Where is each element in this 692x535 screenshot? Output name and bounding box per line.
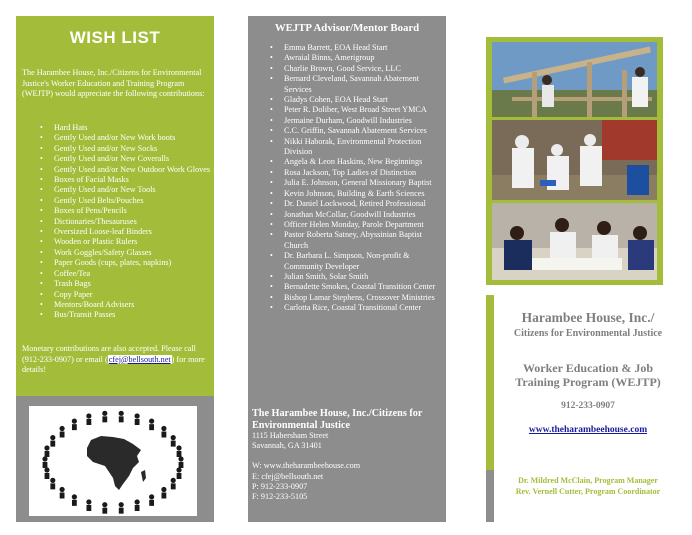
wish-list-item: • Gently Used and/or New Work boots: [54, 133, 212, 143]
ring-person-head: [60, 426, 65, 431]
contact-org-name: The Harambee House, Inc./Citizens for Environmental Justice: [252, 408, 423, 431]
ring-person-body: [50, 483, 55, 489]
ring-person-head: [135, 413, 140, 418]
board-member: • Charlie Brown, Good Service, LLC: [284, 64, 442, 74]
board-member: • Julia E. Johnson, General Missionary Baptist: [284, 178, 442, 188]
cover-program-line-2: Training Program (WEJTP): [515, 375, 661, 389]
ring-person-body: [45, 473, 50, 479]
cover-staff: [500, 476, 676, 497]
accent-bar: [486, 295, 494, 470]
ring-person-head: [176, 467, 181, 472]
board-member: • Peter R. Doliber, West Broad Street YMCA: [284, 105, 442, 115]
photo-classroom-students: [492, 203, 657, 280]
board-member-list: [284, 43, 442, 314]
wish-list-item: • Mentors/Board Advisers: [54, 300, 212, 310]
contact-fax: F: 912-233-5105: [252, 492, 308, 502]
contact-block: [252, 408, 444, 502]
board-member: • Kevin Johnson, Building & Earth Sciences: [284, 189, 442, 199]
ring-person-body: [177, 473, 182, 479]
wish-list-title: WISH LIST: [69, 28, 161, 47]
wish-list-item: • Coffee/Tea: [54, 269, 212, 279]
ring-person-head: [60, 487, 65, 492]
wish-list-item: • Gently Used and/or New Outdoor Work Gloves: [54, 165, 212, 175]
board-member: • C.C. Griffin, Savannah Abatement Services: [284, 126, 442, 136]
ring-person-head: [178, 456, 183, 461]
ring-person-body: [45, 451, 50, 457]
ring-person-body: [171, 441, 176, 447]
photo-collage: [486, 37, 663, 285]
ring-person-body: [119, 416, 124, 422]
ring-person-head: [102, 502, 107, 507]
ring-person-head: [72, 419, 77, 424]
logo-panel: [16, 396, 214, 522]
ring-person-body: [102, 508, 107, 514]
photo-construction-workers: [492, 42, 657, 117]
board-member: • Bernadette Smokes, Coastal Transition Center: [284, 282, 442, 292]
wish-list-item: • Oversized Loose-leaf Binders: [54, 227, 212, 237]
board-member: • Angela & Leon Haskins, New Beginnings: [284, 157, 442, 167]
wish-list-item: • Work Goggles/Safety Glasses: [54, 248, 212, 258]
ring-person-head: [135, 499, 140, 504]
ring-person-head: [161, 426, 166, 431]
board-member: • Bernard Cleveland, Savannah Abatement Services: [284, 74, 442, 95]
ring-person-head: [161, 487, 166, 492]
board-member: • Rosa Jackson, Top Ladies of Distinction: [284, 168, 442, 178]
ring-person-body: [177, 451, 182, 457]
ring-person-head: [50, 435, 55, 440]
ring-person-head: [44, 467, 49, 472]
accent-bar-gray: [486, 470, 494, 522]
cover-org-subtitle: Citizens for Environmental Justice: [513, 328, 663, 339]
africa-map-shape: [87, 436, 141, 490]
ring-person-body: [50, 441, 55, 447]
board-member: • Jermaine Durham, Goodwill Industries: [284, 116, 442, 126]
wish-list-item: • Gently Used and/or New Socks: [54, 144, 212, 154]
ring-person-body: [86, 419, 91, 425]
ring-person-body: [102, 416, 107, 422]
ring-person-body: [179, 462, 184, 468]
board-member: • Carlotta Rice, Coastal Transitional Center: [284, 303, 442, 313]
ring-person-head: [119, 411, 124, 416]
ring-person-head: [86, 499, 91, 504]
wish-list-item: • Gently Used and/or New Coveralls: [54, 154, 212, 164]
cover-phone: 912-233-0907: [561, 401, 615, 411]
logo-frame: [29, 406, 197, 516]
ring-person-head: [72, 494, 77, 499]
ring-person-head: [42, 456, 47, 461]
contact-phone: P: 912-233-0907: [252, 481, 308, 491]
board-member: • Gladys Cohen, EOA Head Start: [284, 95, 442, 105]
ring-person-head: [50, 478, 55, 483]
cover-website-link[interactable]: www.theharambeehouse.com: [528, 425, 648, 435]
ring-person-body: [72, 424, 77, 430]
staff-coordinator: Rev. Vernell Cutter, Program Coordinator: [515, 486, 661, 496]
board-member: • Julian Smith, Solar Smith: [284, 272, 442, 282]
board-member: • Jonathan McCollar, Goodwill Industries: [284, 210, 442, 220]
wish-list-item: • Wooden or Plastic Rulers: [54, 237, 212, 247]
ring-person-body: [149, 424, 154, 430]
wish-list-item: • Bus/Transit Passes: [54, 310, 212, 320]
ring-person-head: [149, 419, 154, 424]
ring-person-body: [135, 505, 140, 511]
ring-person-head: [119, 502, 124, 507]
wish-list-intro: The Harambee House, Inc./Citizens for Environmental Justice's Worker Education and Training Program (WEJTP) would appreciate the following contributions:: [22, 68, 205, 99]
board-member: • Dr. Barbara L. Simpson, Non-profit & Community Developer: [284, 251, 442, 272]
board-panel: [248, 16, 446, 522]
wish-list-item: • Hard Hats: [54, 123, 212, 133]
ring-person-head: [171, 435, 176, 440]
ring-person-head: [44, 445, 49, 450]
wish-list-item: • Gently Used and/or New Tools: [54, 185, 212, 195]
board-member: • Pastor Roberta Satney, Abyssinian Baptist Church: [284, 230, 442, 251]
wish-list-item: • Boxes of Pens/Pencils: [54, 206, 212, 216]
wish-footer-end: ) for more details!: [22, 354, 205, 375]
ring-person-body: [161, 431, 166, 437]
wish-list-item: • Boxes of Facial Masks: [54, 175, 212, 185]
wish-email-link[interactable]: cfej@bellsouth.net: [108, 354, 171, 364]
ring-person-head: [149, 494, 154, 499]
wish-list-panel: [16, 16, 214, 396]
ring-person-body: [86, 505, 91, 511]
wish-list-item: • Paper Goods (cups, plates, napkins): [54, 258, 212, 268]
ring-person-body: [60, 431, 65, 437]
board-member: • Bishop Lamar Stephens, Crossover Ministries: [284, 293, 442, 303]
wish-list-item: • Copy Paper: [54, 290, 212, 300]
photo-hazmat-suits: [492, 120, 657, 200]
wish-footer-text: Monetary contributions are also accepted. Please call (912-233-0907) or email (: [22, 344, 196, 364]
contact-street: 1115 Habersham Street: [252, 431, 329, 440]
staff-manager: Dr. Mildred McClain, Program Manager: [518, 476, 658, 485]
contact-city: Savannah, GA 31401: [252, 441, 322, 451]
africa-ring-of-people-icon: [29, 406, 197, 516]
board-title: WEJTP Advisor/Mentor Board: [274, 22, 420, 34]
contact-email[interactable]: E: cfej@bellsouth.net: [252, 471, 324, 481]
wish-list-item: • Trash Bags: [54, 279, 212, 289]
wish-list-item: • Gently Used Belts/Pouches: [54, 196, 212, 206]
board-member: • Nikki Haborak, Environmental Protection Division: [284, 137, 442, 158]
ring-person-body: [60, 493, 65, 499]
ring-person-body: [135, 419, 140, 425]
cover-program-line-1: Worker Education & Job: [522, 361, 654, 375]
ring-person-head: [102, 411, 107, 416]
ring-person-head: [176, 445, 181, 450]
ring-person-body: [43, 462, 48, 468]
cover-program-name: [500, 361, 676, 389]
ring-person-body: [161, 493, 166, 499]
wish-list-items: [54, 123, 212, 321]
wish-list-footer: [22, 344, 210, 376]
board-member: • Officer Helen Monday, Parole Department: [284, 220, 442, 230]
ring-person-body: [171, 483, 176, 489]
wish-list-item: • Dictionaries/Thesauruses: [54, 217, 212, 227]
ring-person-head: [171, 478, 176, 483]
ring-person-body: [72, 500, 77, 506]
board-member: • Dr. Daniel Lockwood, Retired Professional: [284, 199, 442, 209]
ring-person-body: [149, 500, 154, 506]
contact-web[interactable]: W: www.theharambeehouse.com: [252, 461, 361, 471]
board-member: • Awraial Binns, Amerigroup: [284, 53, 442, 63]
board-member: • Emma Barrett, EOA Head Start: [284, 43, 442, 53]
cover-org-name: Harambee House, Inc./: [521, 310, 655, 325]
ring-person-body: [119, 508, 124, 514]
ring-person-head: [86, 413, 91, 418]
